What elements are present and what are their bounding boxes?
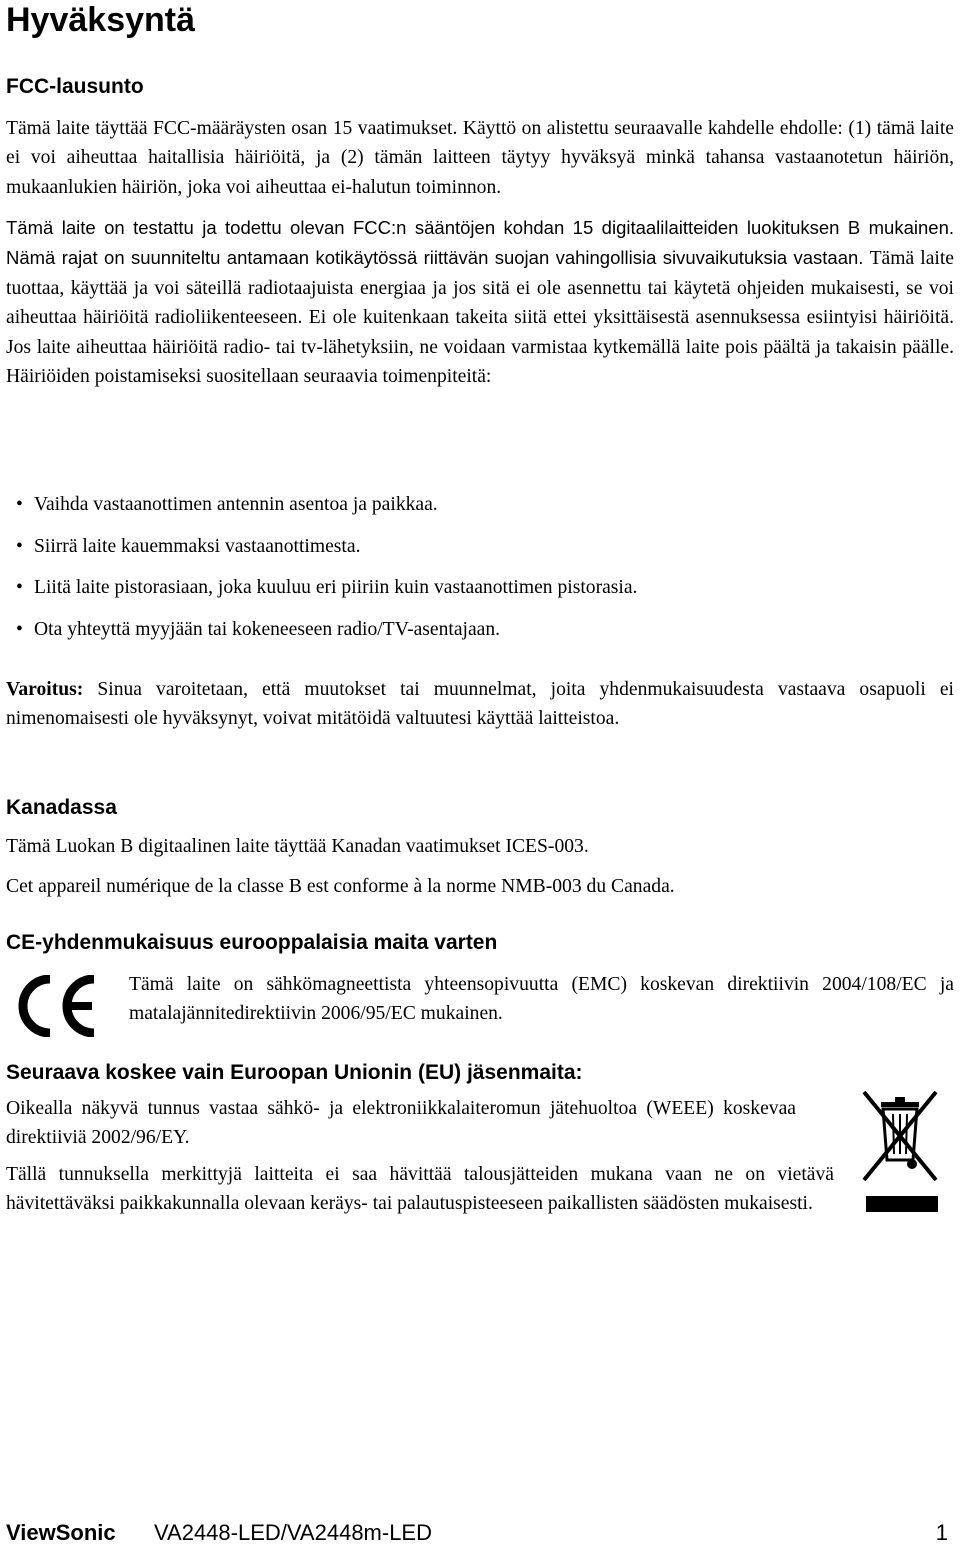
footer-model: VA2448-LED/VA2448m-LED: [154, 1520, 432, 1545]
page-title: Hyväksyntä: [6, 1, 196, 39]
fcc-paragraph-2: [6, 213, 954, 391]
warning-label: Varoitus:: [6, 679, 84, 700]
list-item: • Ota yhteyttä myyjään tai kokeneeseen radio/TV-asentajaan.: [6, 615, 954, 657]
footer-page-number: 1: [935, 1520, 948, 1545]
fcc-para2-serif-text: Tämä laite tuottaa, käyttää ja voi säteillä radiotaajuista energiaa ja jos sitä ei ole asennettu tai käytetä ohjeiden mukaisesti, se voi aiheuttaa häiriöitä radioliikenteeseen. Ei ole kuitenkaan takeita siitä ettei yksittäisestä asennuksessa esiintyisi häiriöitä. Jos laite aiheuttaa häiriöitä radio- tai tv-lähetyksiin, ne voidaan varmistaa kytkemällä laite pois päältä ja takaisin päälle. Häiriöiden poistamiseksi suositellaan seuraavia toimenpiteitä:: [6, 248, 955, 388]
list-item: • Vaihda vastaanottimen antennin asentoa ja paikkaa.: [6, 490, 954, 532]
canada-line-1: Tämä Luokan B digitaalinen laite täyttää Kanadan vaatimukset ICES-003.: [6, 836, 589, 857]
canada-heading: Kanadassa: [6, 796, 117, 819]
ce-mark-icon: [14, 975, 98, 1037]
fcc-bullet-list: [6, 490, 954, 656]
canada-line-2: Cet appareil numérique de la classe B est conforme à la norme NMB-003 du Canada.: [6, 876, 675, 897]
footer-brand: ViewSonic: [6, 1520, 116, 1545]
eu-paragraph-1: Oikealla näkyvä tunnus vastaa sähkö- ja elektroniikkalaiteromun jätehuoltoa (WEEE) koskevaa direktiiviä 2002/96/EY.: [6, 1098, 796, 1149]
list-item: • Siirrä laite kauemmaksi vastaanottimesta.: [6, 532, 954, 574]
fcc-para2-sans-text: Tämä laite on testattu ja todettu olevan FCC:n sääntöjen kohdan 15 digitaalilaitteiden luokituksen B mukainen. Nämä rajat on suunniteltu antamaan kotikäytössä riittävän suojan vahingollisia sivuvaikutuksia vastaan.: [6, 217, 954, 269]
list-item: • Liitä laite pistorasiaan, joka kuuluu eri piiriin kuin vastaanottimen pistorasia.: [6, 573, 954, 615]
eu-paragraph-2: Tällä tunnuksella merkittyjä laitteita ei saa hävittää talousjätteiden mukana vaan ne on vietävä hävitettäväksi paikkakunnalla olevaan keräys- tai palautuspisteeseen paikallisten säädösten mukaisesti.: [6, 1164, 834, 1215]
fcc-paragraph-1: [6, 114, 954, 202]
ce-mark-logo: [14, 975, 98, 1037]
eu-heading: Seuraava koskee vain Euroopan Unionin (EU) jäsenmaita:: [6, 1061, 583, 1084]
warning-paragraph: [6, 675, 954, 734]
fcc-para1-text: Tämä laite täyttää FCC-määräysten osan 15 vaatimukset. Käyttö on alistettu seuraavalle kahdelle ehdolle: (1) tämä laite ei voi aiheuttaa haitallisia häiriöitä, ja (2) tämän laitteen täytyy hyväksyä minkä tahansa vastaanotetun häiriön, mukaanlukien häiriön, joka voi aiheuttaa ei-halutun toiminnon.: [6, 118, 954, 198]
weee-symbol: [860, 1088, 942, 1214]
ce-heading: CE-yhdenmukaisuus eurooppalaisia maita varten: [6, 931, 498, 954]
page-footer: [6, 1519, 948, 1547]
crossed-out-wheelie-bin-icon: [860, 1088, 942, 1214]
ce-text: Tämä laite on sähkömagneettista yhteensopivuutta (EMC) koskevan direktiivin 2004/108/EC ja matalajännitedirektiivin 2006/95/EC mukainen.: [129, 974, 954, 1025]
fcc-heading: FCC-lausunto: [6, 75, 144, 98]
warning-text: Sinua varoitetaan, että muutokset tai muunnelmat, joita yhdenmukaisuudesta vastaava osapuoli ei nimenomaisesti ole hyväksynyt, voivat mitätöidä valtuutesi käyttää laitteistoa.: [6, 679, 954, 730]
